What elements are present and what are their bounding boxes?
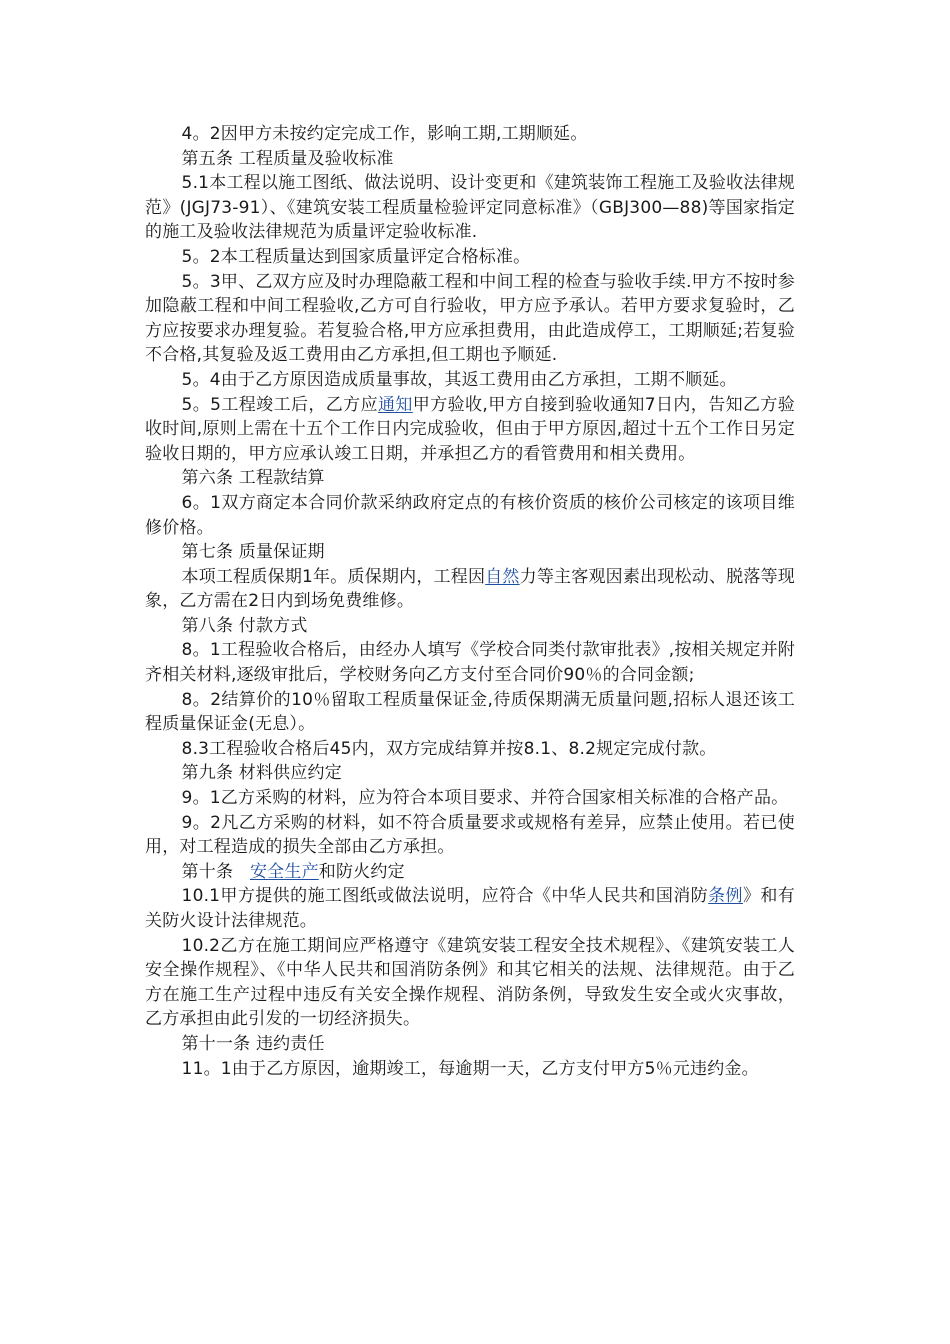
article-9-heading: 第九条 材料供应约定 <box>181 763 342 784</box>
clause-8-2: 8。2结算价的10％留取工程质量保证金,待质保期满无质量问题,招标人退还该工程质量保证金(无息）。 <box>145 689 795 735</box>
clause-7-body <box>145 565 795 614</box>
clause-7-text-after: 力等主客观因素出现松动、脱落等现象，乙方需在2日内到场免费维修。 <box>145 566 796 612</box>
clause-9-2: 9。2凡乙方采购的材料，如不符合质量要求或规格有差异，应禁止使用。若已使用，对工程造成的损失全部由乙方承担。 <box>145 812 795 858</box>
clause-10-2: 10.2乙方在施工期间应严格遵守《建筑安装工程安全技术规程》、《建筑安装工人安全操作规程》、《中华人民共和国消防条例》和其它相关的法规、法律规范。由于乙方在施工生产过程中违反有关安全操作规程、消防条例，导致发生安全或火灾事故，乙方承担由此引发的一切经济损失。 <box>145 935 795 1030</box>
nature-link[interactable]: 自然 <box>485 566 520 587</box>
clause-8-1: 8。1工程验收合格后，由经办人填写《学校合同类付款审批表》,按相关规定并附齐相关材料,逐级审批后，学校财务向乙方支付至合同价90％的合同金额; <box>145 640 795 686</box>
clause-10-1-text-before: 10.1甲方提供的施工图纸或做法说明，应符合《中华人民共和国消防 <box>181 886 709 907</box>
clause-10-1 <box>145 884 795 933</box>
clause-5-3: 5。3甲、乙双方应及时办理隐蔽工程和中间工程的检查与验收手续.甲方不按时参加隐蔽工程和中间工程验收,乙方可自行验收，甲方应予承认。若甲方要求复验时，乙方应按要求办理复验。若复验合格,甲方应承担费用，由此造成停工，工期顺延;若复验不合格,其复验及返工费用由乙方承担,但工期也予顺延. <box>145 271 795 366</box>
clause-5-4: 5。4由于乙方原因造成质量事故，其返工费用由乙方承担，工期不顺延。 <box>181 369 737 390</box>
clause-7-text-before: 本项工程质保期1年。质保期内，工程因 <box>181 566 486 587</box>
article-10-text-before: 第十条 <box>181 861 250 882</box>
clause-5-5 <box>145 393 795 467</box>
clause-5-5-text-after: 甲方验收,甲方自接到验收通知7日内，告知乙方验收时间,原则上需在十五个工作日内完成验收，但由于甲方原因,超过十五个工作日另定验收日期的，甲方应承认竣工日期，并承担乙方的看管费用和相关费用。 <box>145 394 795 464</box>
safety-production-link[interactable]: 安全生产 <box>249 861 319 882</box>
clause-4-2: 4。2因甲方未按约定完成工作，影响工期,工期顺延。 <box>181 124 588 144</box>
article-5-heading: 第五条 工程质量及验收标准 <box>181 148 394 169</box>
contract-text-body <box>145 122 795 1081</box>
clause-6-1: 6。1双方商定本合同价款采纳政府定点的有核价资质的核价公司核定的该项目维修价格。 <box>145 492 795 538</box>
article-7-heading: 第七条 质量保证期 <box>181 542 325 563</box>
clause-11-1: 11。1由于乙方原因，逾期竣工，每逾期一天，乙方支付甲方5％元违约金。 <box>181 1058 759 1079</box>
clause-5-5-text-before: 5。5工程竣工后，乙方应 <box>181 394 378 415</box>
regulation-link[interactable]: 条例 <box>708 886 743 907</box>
clause-5-2: 5。2本工程质量达到国家质量评定合格标准。 <box>181 246 531 267</box>
clause-8-3: 8.3工程验收合格后45内，双方完成结算并按8.1、8.2规定完成付款。 <box>181 738 717 759</box>
article-11-heading: 第十一条 违约责任 <box>181 1033 325 1054</box>
notice-link[interactable]: 通知 <box>377 394 413 415</box>
article-10-text-after: 和防火约定 <box>318 861 405 882</box>
clause-9-1: 9。1乙方采购的材料，应为符合本项目要求、并符合国家相关标准的合格产品。 <box>181 788 789 809</box>
article-10-heading <box>145 860 795 885</box>
clause-5-1: 5.1本工程以施工图纸、做法说明、设计变更和《建筑装饰工程施工及验收法律规范》(JGJ73-91）、《建筑安装工程质量检验评定同意标准》（GBJ300—88)等国家指定的施工及验收法律规范为质量评定验收标准. <box>145 173 795 243</box>
article-6-heading: 第六条 工程款结算 <box>181 468 325 489</box>
clause-10-1-text-after: 》和有关防火设计法律规范。 <box>145 886 795 931</box>
article-8-heading: 第八条 付款方式 <box>181 615 308 636</box>
